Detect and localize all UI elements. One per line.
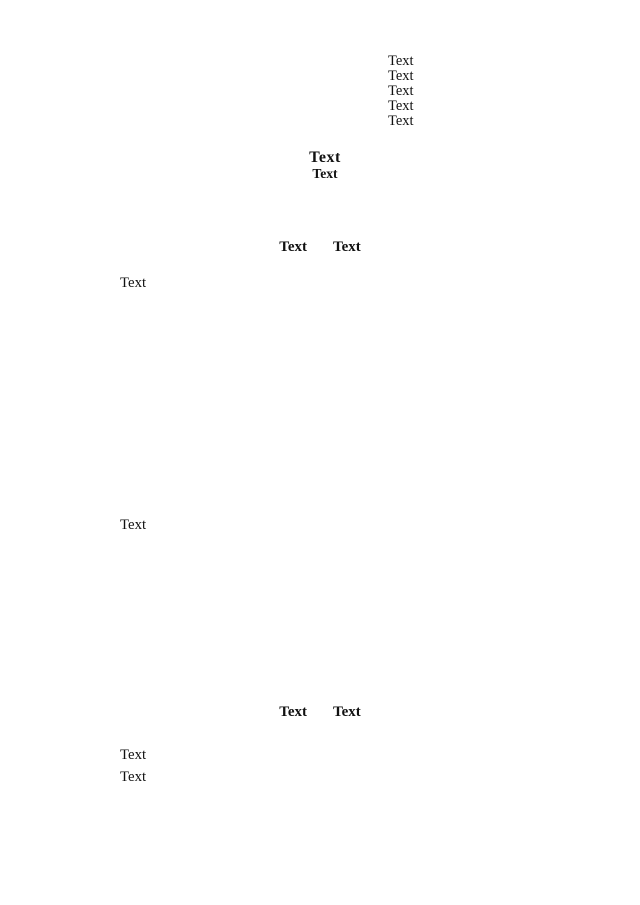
section-title: Text bbox=[333, 239, 361, 255]
approval-line: Text bbox=[388, 98, 414, 114]
section-title: Text bbox=[333, 704, 361, 720]
section-number: Text bbox=[279, 704, 307, 720]
document-heading: Text bbox=[309, 149, 341, 166]
section-heading bbox=[0, 239, 640, 256]
approval-line: Text bbox=[388, 68, 414, 84]
paragraph: Text bbox=[120, 275, 147, 291]
paragraph: Text bbox=[120, 517, 147, 533]
document-title bbox=[60, 149, 590, 181]
section-number: Text bbox=[279, 239, 307, 255]
approval-block bbox=[388, 54, 414, 129]
approval-line: Text bbox=[388, 53, 414, 69]
approval-line: Text bbox=[388, 113, 414, 129]
section-heading bbox=[0, 704, 640, 721]
approval-line: Text bbox=[388, 83, 414, 99]
document-subtitle: Text bbox=[312, 166, 338, 181]
paragraph: Text bbox=[120, 747, 147, 763]
paragraph: Text bbox=[120, 769, 147, 785]
